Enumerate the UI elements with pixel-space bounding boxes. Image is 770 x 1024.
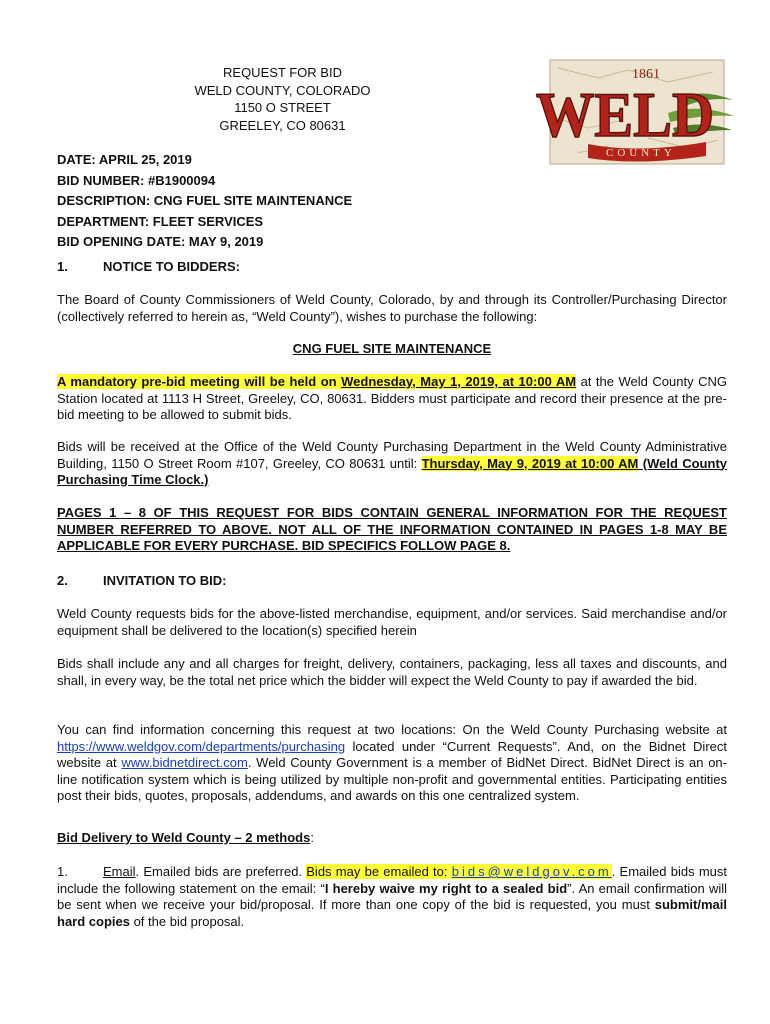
bid-delivery-title: Bid Delivery to Weld County – 2 methods bbox=[57, 830, 311, 845]
information-locations-paragraph bbox=[57, 722, 727, 805]
bid-opening-date: BID OPENING DATE: MAY 9, 2019 bbox=[57, 234, 264, 249]
bid-description: DESCRIPTION: CNG FUEL SITE MAINTENANCE bbox=[57, 193, 353, 208]
time-clock-note: (Weld County Purchasing Time Clock.) bbox=[57, 455, 727, 487]
header-county: WELD COUNTY, COLORADO bbox=[194, 82, 371, 98]
invitation-paragraph: Weld County requests bids for the above-listed merchandise, equipment, and/or services. Said merchandise and/or equipment shall be delivered to the location(s) specified herein bbox=[57, 606, 727, 638]
email-delivery-paragraph bbox=[57, 864, 727, 930]
email-text: . Emailed bids must include the following statement on the email: “ bbox=[57, 864, 727, 896]
bid-pricing-paragraph: Bids shall include any and all charges for freight, delivery, containers, packaging, less all taxes and discounts, and shall, in every way, be the total net price which the bidder will expect the Weld County to pay if awarded the bid. bbox=[57, 656, 727, 688]
info-text: . Weld County Government is a member of BidNet Direct. BidNet Direct is an on-line notification system which is being utilized by multiple non-profit and governmental entities. Participating entities post their bids, quotes, proposals, addendums, and awards on this one centralized system. bbox=[57, 755, 727, 803]
center-title: CNG FUEL SITE MAINTENANCE bbox=[292, 341, 492, 356]
email-method-label: Email bbox=[103, 864, 136, 879]
section-number: 2. bbox=[57, 573, 68, 588]
logo-county: COUNTY bbox=[606, 147, 676, 159]
pre-bid-date: Wednesday, May 1, 2019, at 10:00 AM bbox=[341, 374, 577, 389]
item-number: 1. bbox=[57, 864, 68, 879]
email-text: of the bid proposal. bbox=[129, 913, 245, 929]
pre-bid-highlight: A mandatory pre-bid meeting will be held on bbox=[57, 374, 342, 389]
section-title: NOTICE TO BIDDERS: bbox=[103, 259, 240, 274]
bid-department: DEPARTMENT: FLEET SERVICES bbox=[57, 213, 264, 229]
bids-email-link[interactable]: bids@weldgov.com bbox=[451, 864, 612, 879]
section-heading-invitation bbox=[57, 573, 227, 588]
hard-copies-note: submit/mail hard copies bbox=[57, 897, 727, 929]
pre-bid-meeting-paragraph bbox=[57, 374, 727, 424]
info-text: located under “Current Requests”. And, on the Bidnet Direct website at bbox=[57, 738, 727, 770]
header-city: GREELEY, CO 80631 bbox=[219, 117, 346, 133]
pre-bid-details: at the Weld County CNG Station located at 1113 H Street, Greeley, CO, 80631. Bidders must participate and record their presence at the pre-bid meeting to be allowed to submit bids. bbox=[57, 374, 728, 422]
bid-number: BID NUMBER: #B1900094 bbox=[57, 172, 216, 188]
general-information-notice: PAGES 1 – 8 OF THIS REQUEST FOR BIDS CONTAIN GENERAL INFORMATION FOR THE REQUEST NUMBER REFERRED TO ABOVE. NOT ALL OF THE INFORMATION CONTAINED IN PAGES 1-8 MAY BE APPLICABLE FOR EVERY PURCHASE. BID SPECIFICS FOLLOW PAGE 8. bbox=[57, 505, 727, 553]
bid-receipt-paragraph bbox=[57, 439, 727, 489]
bid-metadata bbox=[57, 150, 352, 253]
waiver-statement: I hereby waive my right to a sealed bid bbox=[324, 880, 568, 896]
notice-paragraph: The Board of County Commissioners of Weld County, Colorado, by and through its Controller/Purchasing Director (collectively referred to herein as, “Weld County”), wishes to purchase the following: bbox=[57, 292, 727, 324]
logo-year: 1861 bbox=[632, 67, 660, 82]
header-street: 1150 O STREET bbox=[234, 100, 331, 115]
bid-deadline: Thursday, May 9, 2019 at 10:00 AM bbox=[421, 455, 639, 471]
section-number: 1. bbox=[57, 259, 68, 274]
header-title: REQUEST FOR BID bbox=[223, 65, 342, 80]
weld-county-logo bbox=[528, 58, 736, 170]
email-text: . Emailed bids are preferred. bbox=[135, 864, 307, 879]
purchasing-website-link[interactable]: https://www.weldgov.com/departments/purchasing bbox=[57, 738, 346, 754]
bid-receipt-text: Bids will be received at the Office of the Weld County Purchasing Department in the Weld County Administrative Building, 1150 O Street Room #107, Greeley, CO 80631 until: bbox=[57, 439, 727, 471]
document-header bbox=[150, 64, 415, 134]
heading-colon: : bbox=[310, 830, 314, 845]
bid-date: DATE: APRIL 25, 2019 bbox=[57, 152, 192, 167]
info-text: You can find information concerning this request at two locations: On the Weld County Purchasing website at bbox=[57, 722, 727, 737]
email-text: ”. An email confirmation will be sent when we receive your bid/proposal. If more than one copy of the bid is requested, you must bbox=[57, 880, 727, 912]
logo-word: WELD bbox=[536, 79, 714, 150]
bid-delivery-heading bbox=[57, 830, 727, 847]
section-title: INVITATION TO BID: bbox=[103, 573, 227, 588]
bidnet-website-link[interactable]: www.bidnetdirect.com bbox=[121, 755, 248, 770]
email-highlight: Bids may be emailed to: bbox=[306, 864, 452, 879]
section-heading-notice bbox=[57, 259, 240, 274]
